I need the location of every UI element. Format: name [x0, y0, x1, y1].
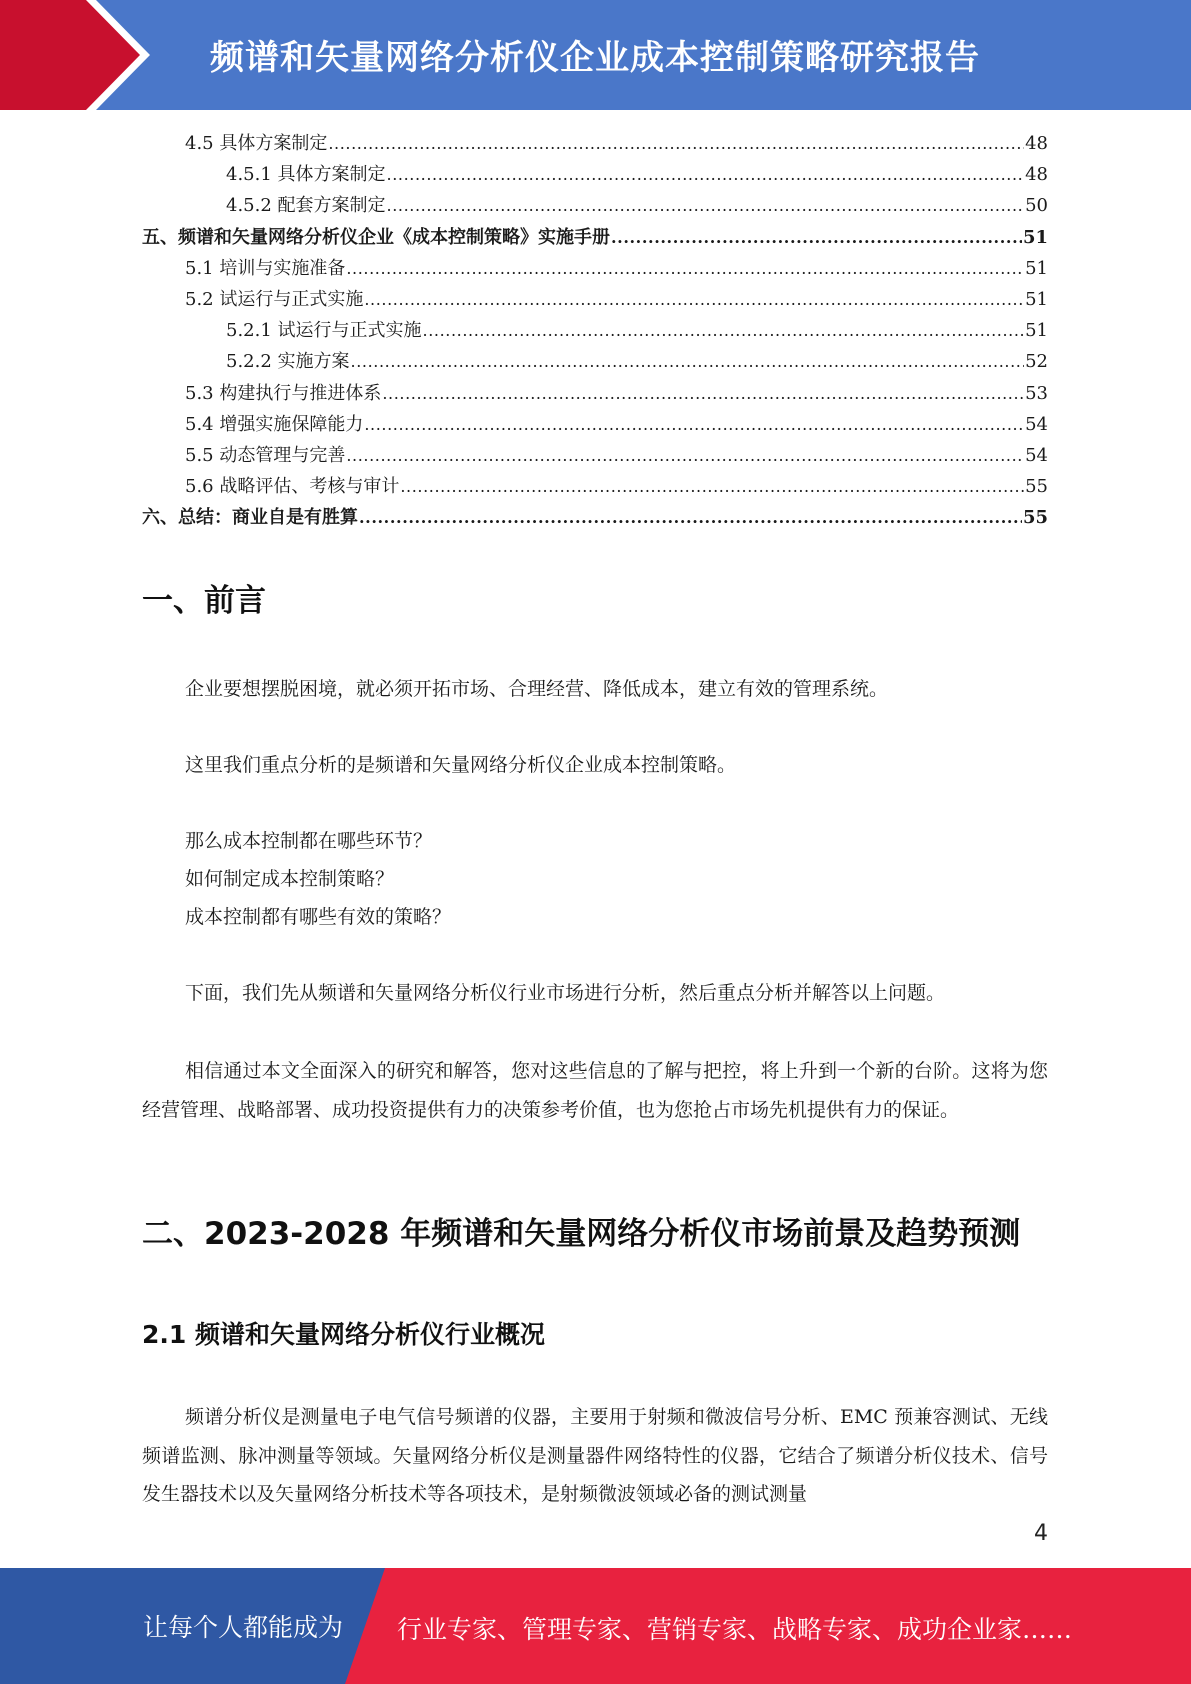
toc-entry[interactable]	[142, 159, 1048, 190]
paragraph: 频谱分析仪是测量电子电气信号频谱的仪器，主要用于射频和微波信号分析、EMC 预兼容测试、无线频谱监测、脉冲测量等领域。矢量网络分析仪是测量器件网络特性的仪器，它结合了频谱分析仪技术、信号发生器技术以及矢量网络分析技术等各项技术，是射频微波领域必备的测试测量	[142, 1406, 1048, 1505]
toc-entry-page: 52	[1025, 351, 1048, 373]
toc-dot-leader	[359, 502, 1022, 533]
toc-entry-title: 5.3 构建执行与推进体系	[185, 382, 382, 404]
report-title: 频谱和矢量网络分析仪企业成本控制策略研究报告	[210, 38, 980, 78]
toc-entry-title: 5.2.1 试运行与正式实施	[226, 320, 422, 342]
toc-entry[interactable]	[142, 284, 1048, 315]
toc-entry-page: 55	[1025, 476, 1048, 498]
toc-entry-page: 51	[1025, 288, 1048, 310]
toc-entry[interactable]	[142, 128, 1048, 159]
section-heading-market-outlook: 二、2023-2028 年频谱和矢量网络分析仪市场前景及趋势预测	[142, 1216, 1021, 1252]
toc-entry-page: 48	[1025, 133, 1048, 154]
toc-entry[interactable]	[142, 222, 1048, 253]
toc-entry[interactable]	[142, 253, 1048, 284]
footer-slogan-right: 行业专家、管理专家、营销专家、战略专家、成功企业家……	[397, 1615, 1073, 1644]
toc-entry-title: 4.5 具体方案制定	[185, 133, 328, 154]
footer-banner	[0, 1568, 1191, 1684]
toc-dot-leader	[400, 471, 1024, 502]
toc-dot-leader	[328, 128, 1024, 159]
toc-entry[interactable]	[142, 346, 1048, 377]
toc-entry-title: 5.5 动态管理与完善	[185, 444, 346, 466]
toc-entry[interactable]	[142, 409, 1048, 440]
toc-entry-page: 54	[1025, 413, 1048, 435]
toc-entry[interactable]	[142, 440, 1048, 471]
paragraph: 企业要想摆脱困境，就必须开拓市场、合理经营、降低成本，建立有效的管理系统。	[185, 678, 889, 700]
toc-entry[interactable]	[142, 502, 1048, 533]
paragraph: 相信通过本文全面深入的研究和解答，您对这些信息的了解与把控，将上升到一个新的台阶。这将为您经营管理、战略部署、成功投资提供有力的决策参考价值，也为您抢占市场先机提供有力的保证。	[142, 1060, 1048, 1121]
toc-dot-leader	[364, 284, 1024, 315]
toc-entry-page: 50	[1025, 195, 1048, 217]
subsection-heading-industry-overview: 2.1 频谱和矢量网络分析仪行业概况	[142, 1320, 545, 1349]
paragraph: 这里我们重点分析的是频谱和矢量网络分析仪企业成本控制策略。	[185, 754, 737, 776]
toc-dot-leader	[346, 253, 1024, 284]
footer-slogan-left: 让每个人都能成为	[143, 1613, 344, 1642]
toc-entry-page: 48	[1025, 164, 1048, 186]
question-line: 那么成本控制都在哪些环节？	[185, 830, 433, 852]
toc-entry-title: 五、频谱和矢量网络分析仪企业《成本控制策略》实施手册	[142, 226, 610, 248]
toc-entry-page: 53	[1025, 382, 1048, 404]
toc-entry-title: 5.6 战略评估、考核与审计	[185, 476, 400, 498]
toc-entry-title: 5.4 增强实施保障能力	[185, 413, 364, 435]
toc-dot-leader	[423, 315, 1025, 346]
toc-dot-leader	[387, 159, 1025, 190]
question-line: 成本控制都有哪些有效的策略？	[185, 906, 452, 928]
toc-entry[interactable]	[142, 471, 1048, 502]
page-number: 4	[1034, 1521, 1048, 1546]
toc-dot-leader	[364, 409, 1024, 440]
toc-dot-leader	[346, 440, 1024, 471]
toc-entry-title: 4.5.2 配套方案制定	[226, 195, 386, 217]
toc-entry-title: 六、总结：商业自是有胜算	[142, 507, 358, 529]
section-heading-preface: 一、前言	[142, 583, 266, 619]
toc-entry[interactable]	[142, 378, 1048, 409]
toc-dot-leader	[351, 346, 1025, 377]
toc-entry-page: 51	[1025, 320, 1048, 342]
header-banner	[0, 0, 1191, 110]
toc-entry-page: 51	[1025, 257, 1048, 279]
toc-entry-page: 55	[1022, 507, 1048, 529]
table-of-contents	[142, 128, 1048, 533]
toc-entry-page: 51	[1022, 226, 1048, 248]
toc-entry[interactable]	[142, 315, 1048, 346]
toc-dot-leader	[382, 378, 1024, 409]
paragraph: 下面，我们先从频谱和矢量网络分析仪行业市场进行分析，然后重点分析并解答以上问题。	[185, 982, 946, 1004]
toc-entry-title: 4.5.1 具体方案制定	[226, 164, 386, 186]
toc-entry-page: 54	[1025, 444, 1048, 466]
toc-dot-leader	[611, 222, 1022, 253]
question-line: 如何制定成本控制策略？	[185, 868, 395, 890]
toc-entry-title: 5.2 试运行与正式实施	[185, 288, 364, 310]
header-chevron-red	[0, 0, 146, 110]
toc-entry[interactable]	[142, 190, 1048, 221]
toc-dot-leader	[387, 190, 1025, 221]
toc-entry-title: 5.1 培训与实施准备	[185, 257, 346, 279]
toc-entry-title: 5.2.2 实施方案	[226, 351, 350, 373]
